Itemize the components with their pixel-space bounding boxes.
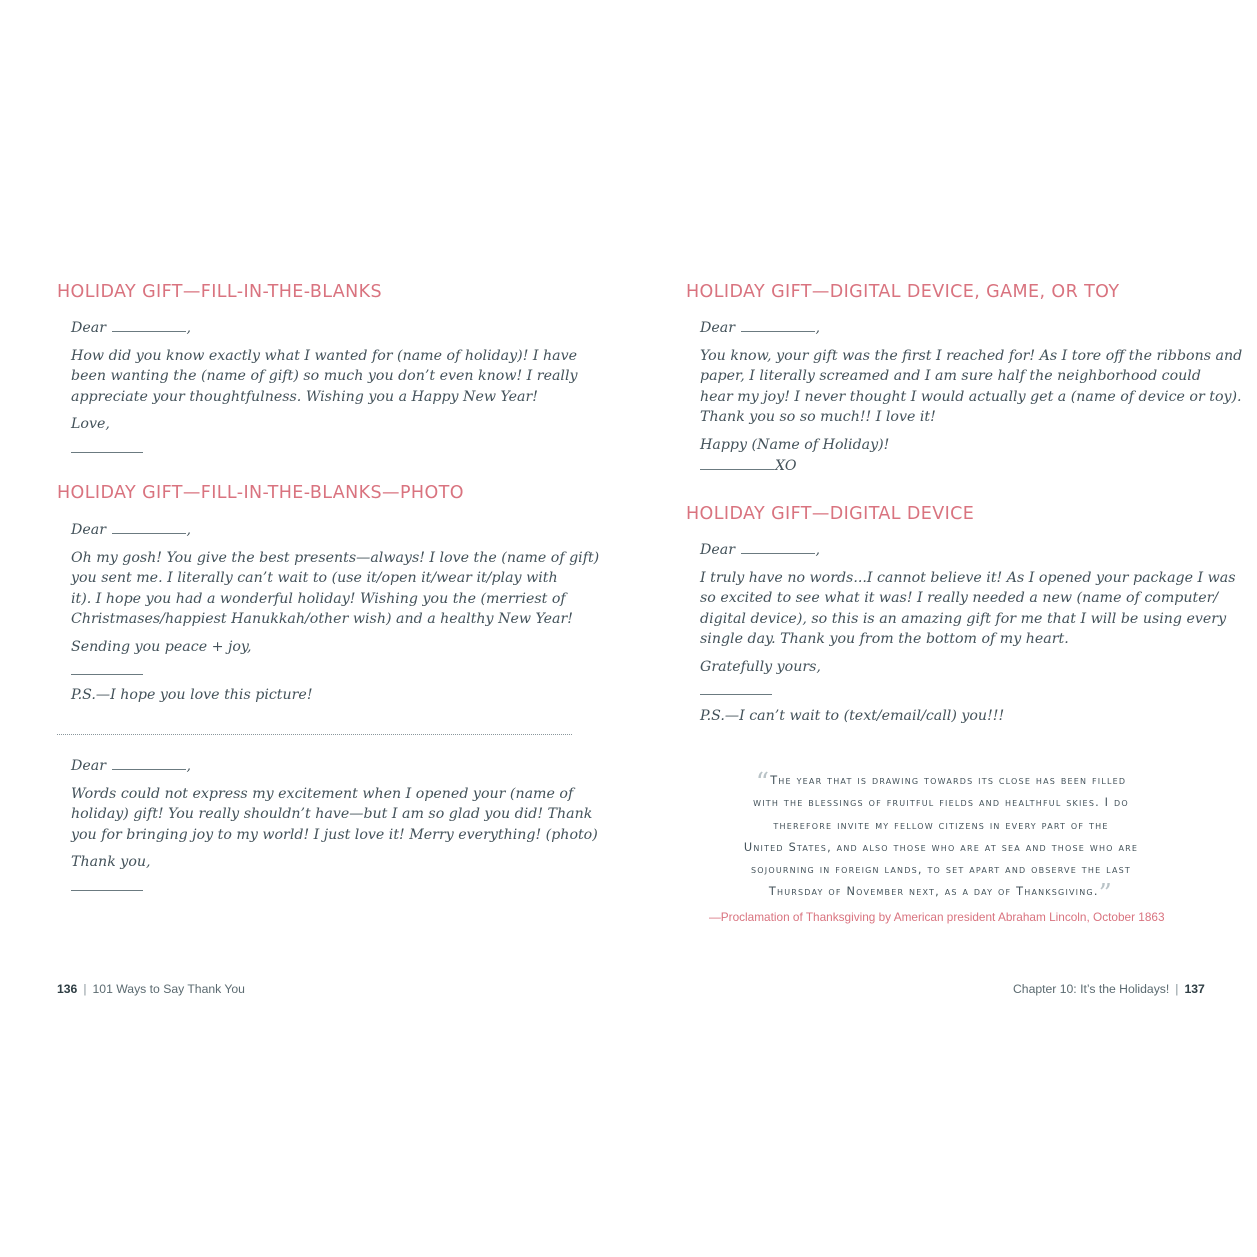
body-line: you sent me. I literally can’t wait to (use it/open it/wear it/play with bbox=[71, 570, 558, 587]
quote-line: therefore invite my fellow citizens in every part of the bbox=[773, 818, 1109, 832]
salutation: Dear bbox=[71, 522, 107, 538]
name-blank bbox=[741, 318, 815, 332]
signoff: XO bbox=[775, 457, 797, 474]
body-line: you for bringing joy to my world! I just love it! Merry everything! (photo) bbox=[71, 826, 598, 843]
letter-photo-variant bbox=[71, 756, 598, 873]
body-line: paper, I literally screamed and I am sure half the neighborhood could bbox=[700, 368, 1201, 385]
body-line: Oh my gosh! You give the best presents—always! I love the (name of gift) bbox=[71, 549, 600, 566]
salutation-comma: , bbox=[815, 320, 821, 336]
chapter-title: It’s the Holidays! bbox=[1080, 982, 1170, 996]
quote-text: The year that is drawing towards its close has been filled bbox=[770, 774, 1127, 787]
close-quote-icon: ” bbox=[1098, 879, 1114, 910]
letter-digital-device-game-toy bbox=[700, 318, 1242, 476]
salutation: Dear bbox=[700, 542, 736, 558]
section-divider bbox=[57, 734, 572, 735]
body-line: appreciate your thoughtfulness. Wishing you a Happy New Year! bbox=[71, 388, 538, 405]
salutation: Dear bbox=[71, 758, 107, 774]
signature-line bbox=[71, 673, 143, 675]
footer-separator: | bbox=[83, 982, 87, 996]
salutation: Dear bbox=[700, 320, 736, 336]
body-line: I truly have no words...I cannot believe it! As I opened your package I was bbox=[700, 569, 1236, 586]
name-blank bbox=[700, 456, 774, 470]
signoff-line bbox=[700, 456, 1242, 477]
salutation-line bbox=[700, 540, 1236, 561]
quote-text: Thursday of November next, as a day of Thanksgiving. bbox=[768, 885, 1099, 899]
signature-line bbox=[71, 451, 143, 453]
body-line: hear my joy! I never thought I would actually get a (name of device or toy). bbox=[700, 388, 1242, 405]
lincoln-quote bbox=[706, 768, 1176, 910]
salutation: Dear bbox=[71, 320, 107, 336]
body-line: single day. Thank you from the bottom of my heart. bbox=[700, 631, 1069, 648]
signature-line bbox=[71, 889, 143, 891]
signature-line bbox=[700, 693, 772, 695]
right-page bbox=[628, 0, 1257, 1257]
left-footer bbox=[57, 982, 245, 996]
body-line: Christmases/happiest Hanukkah/other wish) and a healthy New Year! bbox=[71, 611, 573, 628]
body-line: so excited to see what it was! I really needed a new (name of computer/ bbox=[700, 590, 1219, 607]
body-line: it). I hope you had a wonderful holiday! Wishing you the (merriest of bbox=[71, 590, 566, 607]
section-heading-fill-in-the-blanks-photo: HOLIDAY GIFT—FILL-IN-THE-BLANKS—PHOTO bbox=[57, 483, 464, 503]
salutation-comma: , bbox=[815, 542, 821, 558]
name-blank bbox=[112, 756, 186, 770]
section-heading-digital-device: HOLIDAY GIFT—DIGITAL DEVICE bbox=[686, 504, 975, 524]
closing: Love, bbox=[71, 416, 110, 433]
body-line: Thank you so so much!! I love it! bbox=[700, 409, 936, 426]
page-number: 137 bbox=[1184, 982, 1205, 996]
letter-fill-in-the-blanks-photo bbox=[71, 520, 599, 658]
body-line: You know, your gift was the first I reached for! As I tore off the ribbons and bbox=[700, 347, 1243, 364]
closing: Sending you peace + joy, bbox=[71, 638, 252, 655]
letter-fill-in-the-blanks bbox=[71, 318, 578, 435]
section-heading-digital-device-game-toy: HOLIDAY GIFT—DIGITAL DEVICE, GAME, OR TOY bbox=[686, 282, 1120, 302]
body-line: How did you know exactly what I wanted for (name of holiday)! I have bbox=[71, 347, 578, 364]
closing: Happy (Name of Holiday)! bbox=[700, 436, 890, 453]
name-blank bbox=[741, 540, 815, 554]
quote-line bbox=[706, 879, 1176, 910]
chapter-label: Chapter 10: bbox=[1013, 982, 1077, 996]
open-quote-icon: “ bbox=[755, 768, 771, 798]
page-number: 136 bbox=[57, 982, 78, 996]
section-heading-fill-in-the-blanks: HOLIDAY GIFT—FILL-IN-THE-BLANKS bbox=[57, 282, 383, 302]
left-page bbox=[0, 0, 628, 1257]
salutation-comma: , bbox=[186, 522, 192, 538]
body-line: been wanting the (name of gift) so much you don’t even know! I really bbox=[71, 368, 578, 385]
right-footer bbox=[1013, 982, 1205, 996]
body-line: holiday) gift! You really shouldn’t have—but I am so glad you did! Thank bbox=[71, 806, 593, 823]
salutation-comma: , bbox=[186, 758, 192, 774]
book-title: 101 Ways to Say Thank You bbox=[92, 982, 245, 996]
body-line: digital device), so this is an amazing gift for me that I will be using every bbox=[700, 610, 1227, 627]
salutation-line bbox=[71, 756, 598, 777]
quote-line bbox=[706, 768, 1176, 798]
salutation-line bbox=[71, 520, 599, 541]
quote-attribution: —Proclamation of Thanksgiving by American president Abraham Lincoln, October 1863 bbox=[709, 910, 1165, 924]
quote-line: sojourning in foreign lands, to set apart and observe the last bbox=[750, 863, 1131, 877]
salutation-comma: , bbox=[186, 320, 192, 336]
salutation-line bbox=[700, 318, 1242, 339]
footer-separator: | bbox=[1175, 982, 1179, 996]
body-line: Words could not express my excitement when I opened your (name of bbox=[71, 785, 574, 802]
letter-digital-device bbox=[700, 540, 1236, 678]
name-blank bbox=[112, 318, 186, 332]
postscript: P.S.—I can’t wait to (text/email/call) you!!! bbox=[700, 708, 1005, 724]
closing: Gratefully yours, bbox=[700, 658, 821, 675]
postscript: P.S.—I hope you love this picture! bbox=[71, 687, 313, 703]
name-blank bbox=[112, 520, 186, 534]
closing: Thank you, bbox=[71, 854, 151, 871]
quote-line: United States, and also those who are at sea and those who are bbox=[743, 840, 1139, 854]
salutation-line bbox=[71, 318, 578, 339]
quote-line: with the blessings of fruitful fields and healthful skies. I do bbox=[753, 796, 1129, 810]
